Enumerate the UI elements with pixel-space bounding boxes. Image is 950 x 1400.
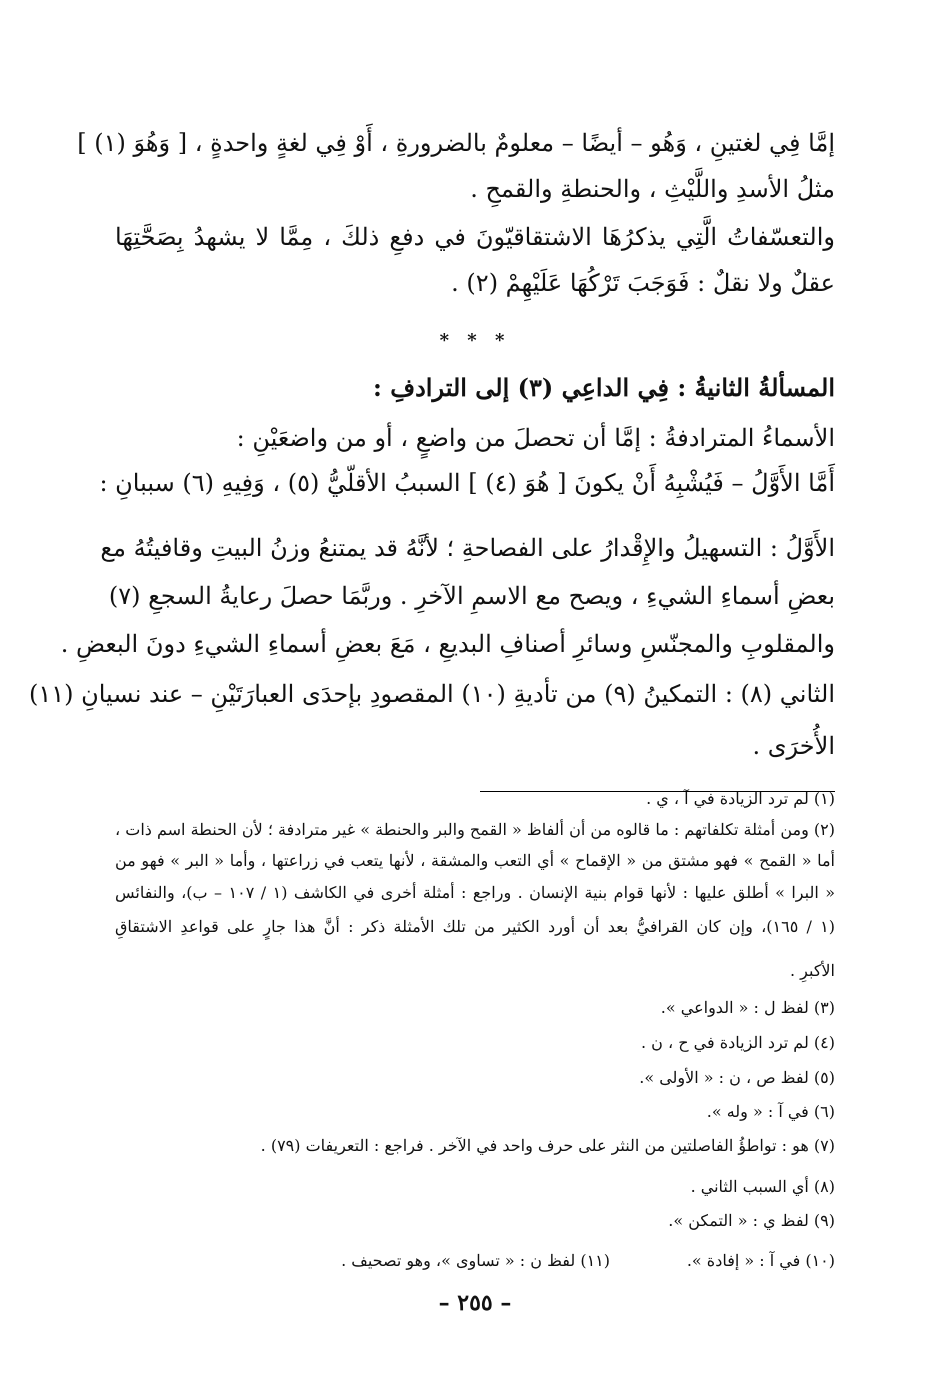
body-line-9: بعضِ أسماءِ الشيءِ ، ويصح مع الاسمِ الآخرِ . وربَّمَا حصلَ رعايةُ السجعِ (٧) xyxy=(108,582,835,610)
body-line-6: الأسماءُ المترادفةُ : إمَّا أن تحصلَ من واضعٍ ، أو من واضعَيْنِ : xyxy=(236,424,835,452)
body-line-2: مثلُ الأسدِ واللَّيْثِ ، والحنطةِ والقمحِ . xyxy=(470,175,835,203)
body-line-11: الثاني (٨) : التمكينُ (٩) من تأديةِ (١٠) المقصودِ بإحدَى العبارَتَيْنِ – عند نسيانِ (١١) xyxy=(28,680,835,708)
footnote-2-line-4: (١ / ١٦٥)، وإن كان القرافيُّ بعد أن أورد الكثير من تلك الأمثلة ذكر : أنَّ هذا جارٍ على قواعدِ الاشتقاقِ xyxy=(115,917,836,936)
footnote-3: (٣) لفظ ل : « الدواعي ». xyxy=(660,998,835,1017)
footnote-2-line-3: « البرا » أطلق عليها : لأنها قوام بنية الإنسان . وراجع : أمثلة أخرى في الكاشف (١ / ١٠٧ – ب)، والنفائس xyxy=(115,883,836,902)
body-line-8: الأَوَّلُ : التسهيلُ والإِقْدارُ على الفصاحةِ ؛ لأنَّهُ قد يمتنعُ وزنُ البيتِ وقافيتُهُ مع xyxy=(100,534,835,562)
page-number: – ٢٥٥ – xyxy=(438,1290,512,1316)
body-line-7: أَمَّا الأَوَّلُ – فَيُشْبِهُ أَنْ يكونَ [ هُوَ (٤) ] السببُ الأقلّيُّ (٥) ، وَفِيهِ (٦) سببانِ : xyxy=(99,469,835,497)
footnote-9: (٩) لفظ ي : « التمكن ». xyxy=(668,1211,835,1230)
section-heading: المسألةُ الثانيةُ : فِي الداعِي (٣) إلى الترادفِ : xyxy=(373,373,835,402)
footnote-2-line-2: أما « القمح » فهو مشتق من « الإقماح » أي التعب والمشقة ، لأنها يتعب في زراعتها ، وأما « البر » فهو من xyxy=(115,851,835,870)
footnote-2-line-1: (٢) ومن أمثلة تكلفاتهم : ما قالوه من أن ألفاظ « القمح والبر والحنطة » غير مترادفة ؛ لأن الحنطة اسم ذات ، xyxy=(115,820,836,839)
footnote-7: (٧) هو : تواطؤُ الفاصلتين من النثر على حرف واحد في الآخر . فراجع : التعريفات (٧٩) . xyxy=(260,1136,835,1155)
body-line-1: إمَّا فِي لغتينِ ، وَهُو – أيضًا – معلومٌ بالضرورةِ ، أَوْ فِي لغةٍ واحدةٍ ، [ وَهُوَ (١) ] xyxy=(77,129,835,157)
footnote-6: (٦) في آ : « وله ». xyxy=(706,1102,835,1121)
footnote-1: (١) لم ترد الزيادة في آ ، ي . xyxy=(646,789,835,808)
footnote-8: (٨) أي السبب الثاني . xyxy=(690,1177,835,1196)
footnote-5: (٥) لفظ ص ، ن : « الأولى ». xyxy=(639,1068,835,1087)
footnote-2-line-5: الأكبرِ . xyxy=(789,961,835,980)
body-line-4: عقلٌ ولا نقلٌ : فَوَجَبَ تَرْكُهَا عَلَيْهِمْ (٢) . xyxy=(451,269,835,297)
footnote-10: (١٠) في آ : « إفادة ». xyxy=(686,1251,835,1270)
body-line-3: والتعسّفاتُ الَّتِي يذكرُهَا الاشتقاقيّونَ في دفعِ ذلكَ ، مِمَّا لا يشهدُ بِصَحَّتِهَا xyxy=(115,223,835,251)
body-line-12: الأُخرَى . xyxy=(752,732,835,760)
body-line-10: والمقلوبِ والمجنّسِ وسائرِ أصنافِ البديعِ ، مَعَ بعضِ أسماءِ الشيءِ دونَ البعضِ . xyxy=(60,630,835,658)
footnote-4: (٤) لم ترد الزيادة في ح ، ن . xyxy=(641,1033,835,1052)
footnote-11: (١١) لفظ ن : « تساوى »، وهو تصحيف . xyxy=(341,1251,610,1270)
section-separator: * * * xyxy=(439,330,511,351)
